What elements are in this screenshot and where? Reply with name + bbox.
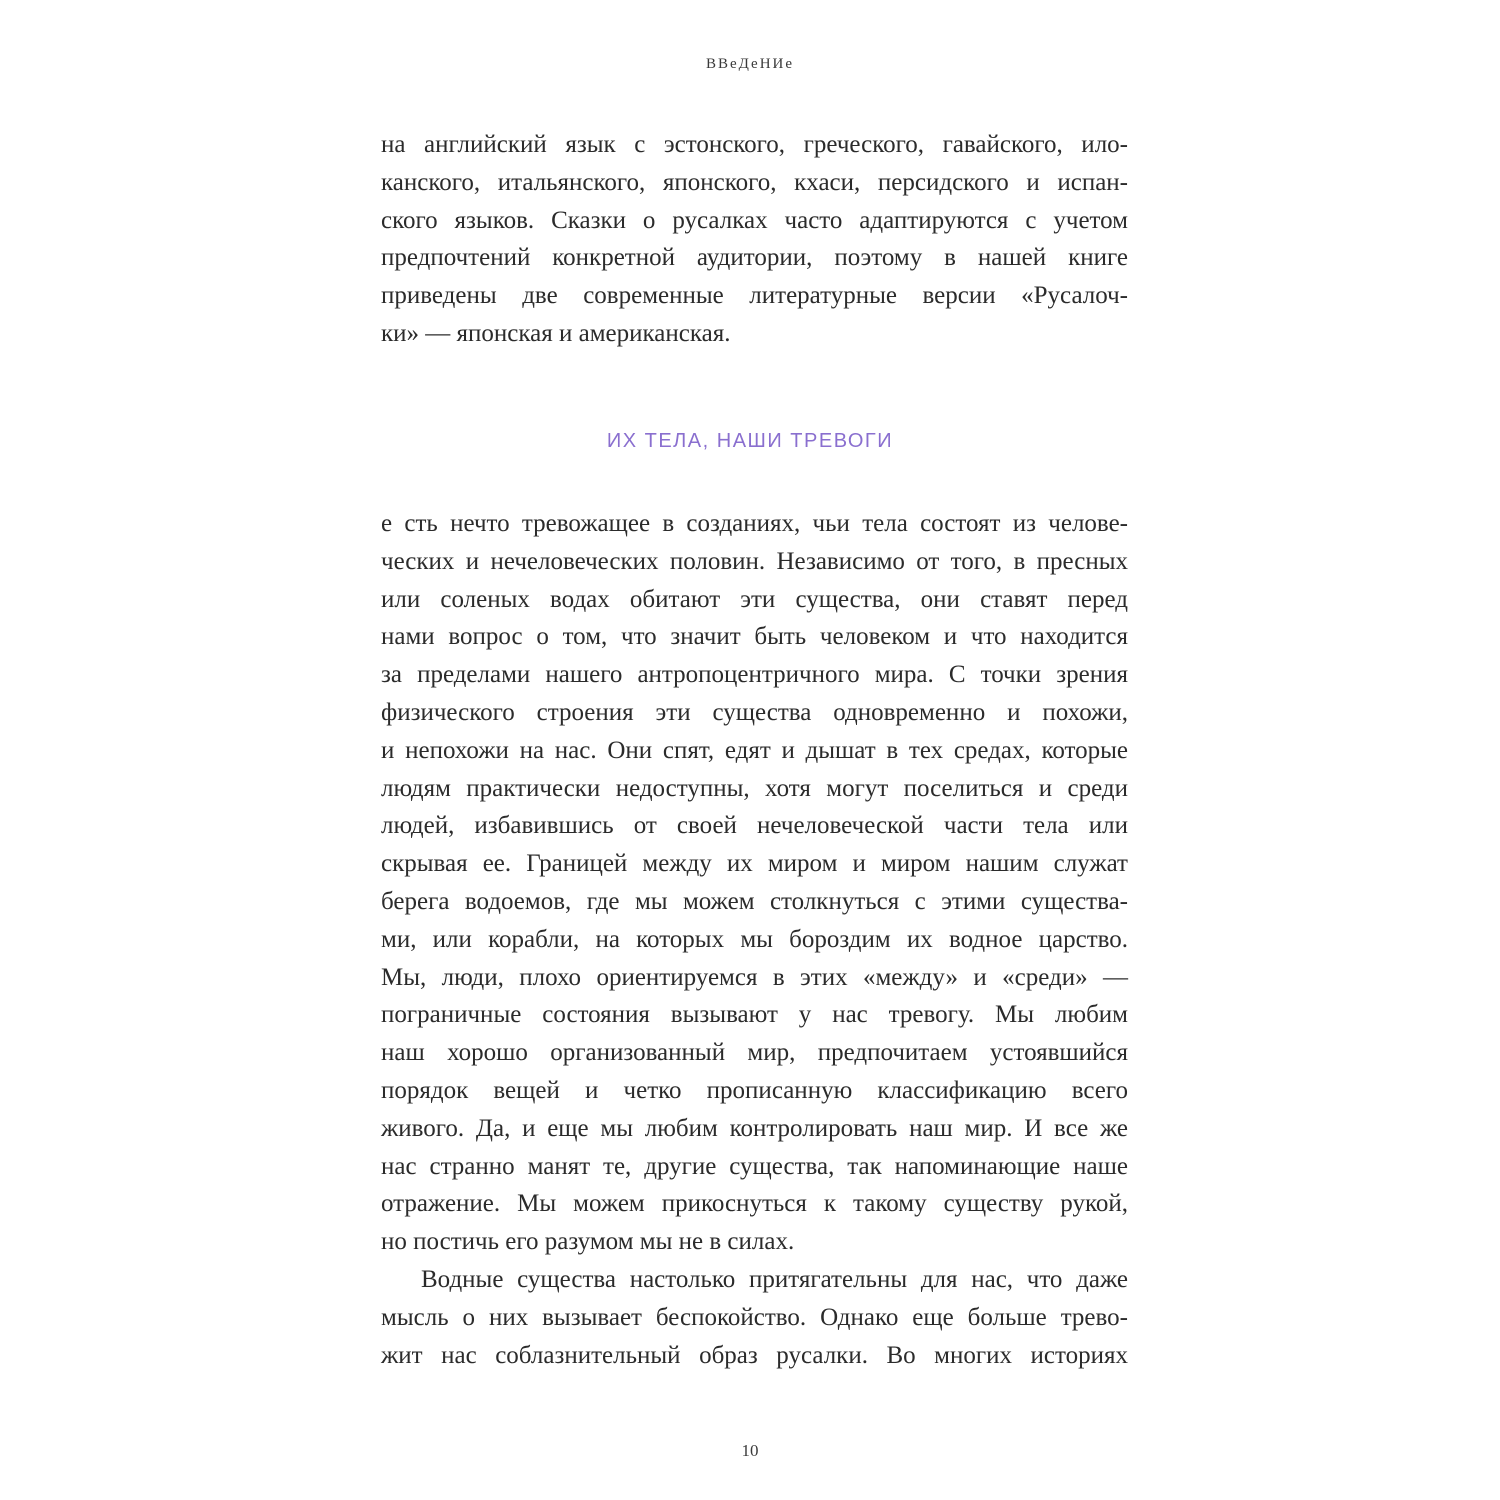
text-line: и непохожи на нас. Они спят, едят и дышат в тех средах, которые [381,736,1128,764]
text-line: Мы, люди, плохо ориентируемся в этих «между» и «среди» — [381,963,1128,991]
text-line: за пределами нашего антропоцентричного мира. С точки зрения [381,661,1128,689]
text-line: пограничные состояния вызывают у нас тревогу. Мы любим [381,1001,1128,1029]
text-line: наш хорошо организованный мир, предпочитаем устоявшийся [381,1039,1128,1067]
text-line: людей, избавившись от своей нечеловеческой части тела или [381,812,1128,840]
text-line: скрывая ее. Границей между их миром и миром нашим служат [381,850,1128,878]
text-line: физического строения эти существа одновременно и похожи, [381,698,1128,726]
text-line: приведены две современные литературные версии «Русалоч- [381,282,1128,310]
text-line: нас странно манят те, другие существа, так напоминающие наше [381,1152,1128,1180]
text-line: берега водоемов, где мы можем столкнуться с этими существа- [381,887,1128,915]
text-line: Водные существа настолько притягательны для нас, что даже [421,1265,1128,1293]
text-line: предпочтений конкретной аудитории, поэтому в нашей книге [381,244,1128,272]
text-line: ческих и нечеловеческих половин. Независимо от того, в пресных [381,547,1128,575]
text-line: нами вопрос о том, что значит быть человеком и что находится [381,623,1128,651]
text-line: живого. Да, и еще мы любим контролировать наш мир. И все же [381,1114,1128,1142]
paragraph-intro-continuation [381,126,1128,353]
text-line: или соленых водах обитают эти существа, они ставят перед [381,585,1128,613]
section-body [381,505,1128,1374]
text-line: е сть нечто тревожащее в созданиях, чьи тела состоят из челове- [381,510,1128,537]
text-line: ми, или корабли, на которых мы бороздим их водное царство. [381,925,1128,953]
text-line: ки» — японская и американская. [381,319,731,347]
page-number: 10 [741,1441,759,1460]
section-heading: ИХ ТЕЛА, НАШИ ТРЕВОГИ [606,430,894,452]
text-line: ского языков. Сказки о русалках часто адаптируются с учетом [381,206,1128,234]
text-line: но постичь его разумом мы не в силах. [381,1228,795,1256]
running-head: ВВеДеНИе [705,56,795,72]
text-line: порядок вещей и четко прописанную классификацию всего [381,1076,1128,1104]
text-line: мысль о них вызывает беспокойство. Однако еще больше трево- [381,1303,1128,1331]
text-line: жит нас соблазнительный образ русалки. Во многих историях [381,1341,1128,1369]
text-line: отражение. Мы можем прикоснуться к такому существу рукой, [381,1190,1128,1218]
text-line: канского, итальянского, японского, кхаси, персидского и испан- [381,168,1128,196]
text-line: людям практически недоступны, хотя могут поселиться и среди [381,774,1128,802]
text-line: на английский язык с эстонского, греческого, гавайского, ило- [381,131,1128,158]
